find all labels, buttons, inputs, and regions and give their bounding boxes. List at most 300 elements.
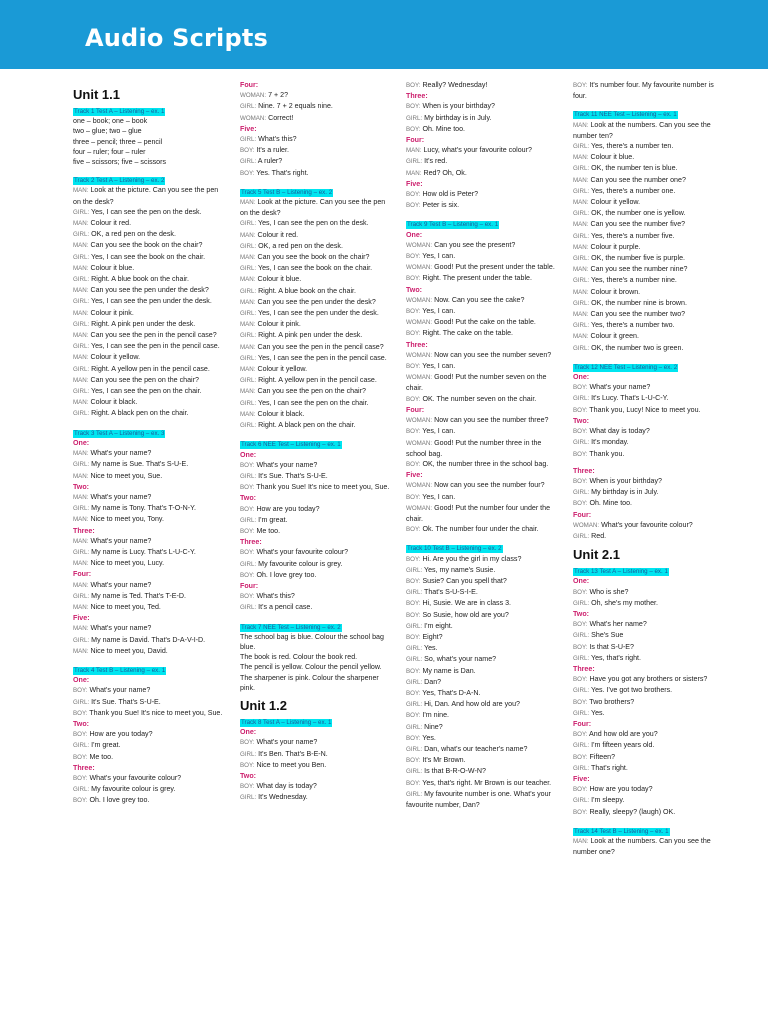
script-text: Eight? [422, 632, 443, 641]
track-label: Track 9 Test B – Listening – ex. 1 [407, 221, 499, 229]
script-text: Really? Wednesday! [422, 81, 488, 89]
script-line [573, 807, 723, 818]
script-line [240, 398, 390, 409]
item-number: Two: [573, 416, 590, 425]
script-line [73, 341, 223, 352]
script-text: Can you see the pen on the chair? [90, 375, 199, 384]
script-line [406, 744, 556, 755]
script-text: It's red. [424, 157, 448, 166]
script-text: Yes. I've got two brothers. [591, 686, 673, 695]
script-line [406, 587, 556, 598]
speaker-label: GIRL: [73, 698, 90, 706]
script-text: four – ruler; four – ruler [73, 147, 146, 156]
script-line [73, 375, 223, 386]
speaker-label: GIRL: [240, 287, 257, 295]
script-text: Have you got any brothers or sisters? [589, 675, 708, 684]
item-number: Two: [240, 771, 257, 780]
script-line [573, 752, 723, 763]
script-text: My name is David. That's D-A-V-I-D. [91, 635, 206, 644]
speaker-label: WOMAN: [406, 296, 433, 304]
track-label-row [73, 426, 223, 438]
speaker-label: BOY: [406, 202, 421, 210]
script-text: What's your name? [256, 460, 318, 469]
column-3 [406, 80, 556, 810]
speaker-label: GIRL: [573, 255, 590, 263]
script-line [73, 547, 223, 558]
script-text: Yes, there's a number one. [591, 186, 676, 195]
script-text: Can you see the pen on the chair? [257, 387, 366, 396]
script-text: How are you today? [256, 504, 320, 513]
script-text: Red? Oh, Ok. [423, 168, 467, 177]
speaker-label: GIRL: [573, 687, 590, 695]
script-text: The school bag is blue. Colour the school bag blue. [240, 632, 386, 651]
speaker-label: GIRL: [240, 103, 257, 111]
speaker-label: WOMAN: [406, 319, 433, 327]
speaker-label: GIRL: [240, 265, 257, 273]
script-line [73, 558, 223, 569]
track-label-row [240, 437, 390, 449]
script-line [73, 240, 223, 251]
item-number: Four: [573, 719, 592, 728]
track-label: Track 12 NEE Test – Listening – ex. 2 [574, 363, 678, 371]
script-text: Yes, that's right. Mr Brown is our teacher. [422, 778, 552, 787]
unit-heading: Unit 2.1 [573, 547, 620, 563]
speaker-label: GIRL: [573, 277, 590, 285]
script-text: Can you see the pen in the pencil case? [90, 331, 217, 340]
speaker-label: MAN: [573, 243, 589, 251]
script-line [240, 168, 390, 179]
speaker-label: BOY: [573, 621, 588, 629]
script-line [73, 514, 223, 525]
script-line [406, 168, 556, 179]
script-text: Right. A yellow pen in the pencil case. [258, 376, 377, 385]
track-label: Track 2 Test A – Listening – ex. 2 [74, 177, 165, 185]
speaker-label: BOY: [73, 797, 88, 805]
script-text: It's a ruler. [256, 146, 289, 155]
track-label: Track 6 NEE Test – Listening – ex. 1 [241, 441, 341, 449]
speaker-label: WOMAN: [406, 482, 433, 490]
speaker-label: MAN: [73, 242, 89, 250]
script-text: Yes, I can see the pen on the chair. [258, 398, 369, 407]
script-text: Oh. I love grey too. [89, 796, 150, 805]
script-line [240, 515, 390, 526]
track-label: Track 1 Test A – Listening – ex. 1 [74, 108, 165, 115]
script-text: Yes, I can see the book on the chair. [91, 252, 206, 261]
script-text: Yes, I can. [422, 307, 456, 316]
speaker-label: GIRL: [406, 566, 423, 574]
script-text: OK, the number two is green. [591, 343, 684, 352]
speaker-label: GIRL: [573, 143, 590, 151]
speaker-label: BOY: [406, 577, 421, 585]
script-line [240, 263, 390, 274]
script-text: Yes, I can. [422, 252, 456, 261]
track-label-row [73, 104, 223, 116]
speaker-label: GIRL: [73, 786, 90, 794]
script-line [240, 286, 390, 297]
script-text: So Susie, how old are you? [422, 610, 509, 619]
script-text: My favourite colour is grey. [258, 559, 343, 568]
script-text: Yes, I can see the pen in the pencil case. [258, 353, 387, 362]
speaker-label: BOY: [406, 275, 421, 283]
script-text: Dan, what's our teacher's name? [424, 744, 528, 753]
script-text: My name is Tony. That's T-O-N-Y. [91, 504, 196, 513]
speaker-label: GIRL: [73, 636, 90, 644]
speaker-label: GIRL: [240, 794, 257, 802]
speaker-label: BOY: [406, 779, 421, 787]
script-line [573, 729, 723, 740]
header-banner [0, 0, 768, 69]
script-line [73, 185, 223, 206]
speaker-label: MAN: [573, 266, 589, 274]
speaker-label: GIRL: [573, 344, 590, 352]
script-text: Right. A black pen on the chair. [91, 409, 189, 418]
script-line [73, 471, 223, 482]
speaker-label: MAN: [73, 516, 89, 524]
script-text: Can you see the pen in the pencil case? [257, 342, 384, 351]
script-line [73, 580, 223, 591]
speaker-label: GIRL: [573, 797, 590, 805]
script-text: Who is she? [589, 587, 629, 596]
script-line [406, 766, 556, 777]
script-line [73, 492, 223, 503]
script-text: Good! Put the cake on the table. [434, 318, 536, 327]
speaker-label: GIRL: [573, 489, 590, 497]
script-line [573, 520, 723, 531]
script-text: Yes, there's a number two. [591, 321, 675, 330]
script-line [573, 253, 723, 264]
script-line [573, 320, 723, 331]
script-line [240, 781, 390, 792]
speaker-label: GIRL: [573, 210, 590, 218]
script-line [240, 460, 390, 471]
script-line [406, 306, 556, 317]
script-line [573, 275, 723, 286]
script-line [573, 382, 723, 393]
speaker-label: MAN: [73, 287, 89, 295]
script-text: It's a pencil case. [258, 603, 313, 612]
script-line [406, 576, 556, 587]
script-text: It's Sue. That's S-U-E. [91, 697, 161, 706]
script-line [406, 677, 556, 688]
speaker-label: BOY: [406, 191, 421, 199]
speaker-label: MAN: [73, 493, 89, 501]
script-text: So, what's your name? [424, 655, 497, 664]
track-label: Track 14 Test B – Listening – ex. 1 [574, 827, 669, 835]
script-line [73, 591, 223, 602]
speaker-label: BOY: [573, 450, 588, 458]
speaker-label: GIRL: [406, 622, 423, 630]
speaker-label: GIRL: [573, 232, 590, 240]
script-text: What's your name? [90, 449, 152, 458]
script-line [406, 688, 556, 699]
script-text: Yes, my name's Susie. [424, 565, 496, 574]
script-line [406, 722, 556, 733]
script-line [240, 330, 390, 341]
script-line [73, 116, 223, 126]
script-line [573, 836, 723, 857]
script-text: Colour it pink. [257, 320, 301, 329]
script-text: What's your favourite colour? [256, 548, 349, 557]
script-text: What's your name? [90, 492, 152, 501]
script-line [73, 397, 223, 408]
item-number: Four: [406, 136, 425, 145]
speaker-label: BOY: [406, 330, 421, 338]
script-line [240, 156, 390, 167]
speaker-label: MAN: [73, 354, 89, 362]
speaker-label: MAN: [73, 332, 89, 340]
script-line [406, 317, 556, 328]
script-text: Now. Can you see the cake? [434, 295, 525, 304]
script-line [240, 252, 390, 263]
script-line [406, 459, 556, 470]
speaker-label: GIRL: [73, 388, 90, 396]
script-line [240, 319, 390, 330]
speaker-label: BOY: [406, 428, 421, 436]
script-line [573, 405, 723, 416]
track-label-row [573, 107, 723, 119]
script-line [240, 570, 390, 581]
script-text: What day is today? [256, 782, 317, 791]
script-text: It's Sue. That's S-U-E. [258, 471, 328, 480]
script-text: I'm eight. [424, 621, 453, 630]
speaker-label: GIRL: [240, 354, 257, 362]
script-line [73, 274, 223, 285]
script-text: Yes, I can. [422, 427, 456, 436]
script-line [573, 630, 723, 641]
speaker-label: MAN: [573, 199, 589, 207]
script-text: Right. The present under the table. [422, 274, 532, 283]
script-line [573, 141, 723, 152]
speaker-label: WOMAN: [406, 351, 433, 359]
item-number: Three: [240, 538, 262, 547]
script-text: Can you see the book on the chair? [90, 241, 203, 250]
script-line [406, 361, 556, 372]
speaker-label: BOY: [406, 103, 421, 111]
script-text: Thank you. [589, 449, 625, 458]
script-line [240, 353, 390, 364]
speaker-label: MAN: [240, 343, 256, 351]
script-line [573, 487, 723, 498]
speaker-label: MAN: [73, 264, 89, 272]
speaker-label: GIRL: [73, 231, 90, 239]
speaker-label: GIRL: [573, 632, 590, 640]
script-line [406, 480, 556, 491]
script-line [573, 186, 723, 197]
script-text: Good! Put the number three in the school bag. [406, 438, 544, 458]
script-line [240, 134, 390, 145]
script-text: OK, the number ten is blue. [591, 164, 678, 173]
script-line [406, 524, 556, 535]
script-text: Right. The cake on the table. [422, 329, 514, 338]
speaker-label: BOY: [406, 460, 421, 468]
speaker-label: GIRL: [73, 276, 90, 284]
script-line [573, 175, 723, 186]
script-line [73, 218, 223, 229]
script-line [73, 126, 223, 136]
script-text: Yes. That's right. [256, 168, 309, 177]
script-line [573, 708, 723, 719]
item-number: Five: [240, 124, 257, 133]
speaker-label: GIRL: [573, 299, 590, 307]
script-line [573, 287, 723, 298]
speaker-label: BOY: [240, 169, 255, 177]
script-text: What's your name? [589, 383, 651, 392]
script-line [573, 152, 723, 163]
item-number: Three: [573, 664, 595, 673]
item-number: Two: [73, 719, 90, 728]
speaker-label: GIRL: [73, 298, 90, 306]
item-number: Two: [73, 482, 90, 491]
speaker-label: BOY: [573, 731, 588, 739]
speaker-label: BOY: [573, 643, 588, 651]
speaker-label: MAN: [240, 410, 256, 418]
speaker-label: GIRL: [73, 343, 90, 351]
script-line [240, 760, 390, 771]
speaker-label: WOMAN: [240, 92, 267, 100]
item-number: Three: [573, 466, 595, 475]
speaker-label: BOY: [573, 500, 588, 508]
script-text: Can you see the number one? [590, 175, 686, 184]
script-text: The sharpener is pink. Colour the sharpener pink. [240, 673, 381, 692]
script-line [240, 591, 390, 602]
speaker-label: GIRL: [406, 645, 423, 653]
item-number: Five: [573, 774, 590, 783]
speaker-label: GIRL: [406, 723, 423, 731]
speaker-label: GIRL: [240, 604, 257, 612]
script-text: Susie? Can you spell that? [422, 576, 507, 585]
script-line [573, 242, 723, 253]
script-text: Yes, I can see the pen under the desk. [258, 309, 379, 318]
script-line [573, 763, 723, 774]
track-label-row [73, 173, 223, 185]
script-line [73, 448, 223, 459]
script-text: She's Sue [591, 631, 624, 640]
script-text: My birthday is in July. [424, 113, 492, 122]
speaker-label: WOMAN: [406, 504, 433, 512]
script-text: It's monday. [591, 438, 629, 447]
script-line [406, 503, 556, 524]
speaker-label: BOY: [240, 549, 255, 557]
speaker-label: MAN: [573, 121, 589, 129]
script-line [240, 547, 390, 558]
script-line [73, 536, 223, 547]
script-text: Can you see the present? [434, 240, 516, 249]
script-text: Yes, I can. [422, 492, 456, 501]
script-line [573, 642, 723, 653]
script-line [240, 342, 390, 353]
speaker-label: MAN: [573, 838, 589, 845]
speaker-label: BOY: [406, 493, 421, 501]
script-text: My name is Ted. That's T-E-D. [91, 591, 186, 600]
script-text: Colour it brown. [590, 287, 641, 296]
speaker-label: BOY: [73, 774, 88, 782]
script-line [240, 308, 390, 319]
script-line [406, 598, 556, 609]
script-text: three – pencil; three – pencil [73, 137, 163, 146]
script-text: Ok. The number four under the chair. [422, 525, 539, 534]
script-line [240, 632, 390, 652]
script-line [406, 372, 556, 393]
speaker-label: BOY: [240, 761, 255, 769]
script-line [240, 241, 390, 252]
script-text: Nice to meet you, Ted. [90, 602, 161, 611]
speaker-label: MAN: [73, 309, 89, 317]
script-line [240, 274, 390, 285]
script-text: Yes, I can see the pen on the desk. [91, 207, 202, 216]
speaker-label: GIRL: [240, 560, 257, 568]
script-text: I'm sleepy. [591, 796, 625, 805]
script-text: OK, the number five is purple. [591, 254, 685, 263]
speaker-label: BOY: [406, 395, 421, 403]
item-number: Three: [73, 526, 95, 535]
script-text: Yes, I can see the pen in the pencil case. [91, 342, 220, 351]
script-text: The pencil is yellow. Colour the pencil yellow. [240, 663, 382, 672]
script-line [240, 101, 390, 112]
script-line [573, 795, 723, 806]
script-text: That's S-U-S-I-E. [424, 588, 478, 597]
script-line [73, 263, 223, 274]
script-text: Me too. [256, 526, 281, 535]
script-line [240, 526, 390, 537]
script-line [406, 554, 556, 565]
speaker-label: GIRL: [240, 377, 257, 385]
script-text: Can you see the number two? [590, 310, 686, 319]
script-text: Colour it green. [590, 332, 639, 341]
script-text: What's her name? [589, 620, 647, 629]
speaker-label: BOY: [73, 753, 88, 761]
item-number: One: [240, 728, 257, 737]
script-text: Red. [591, 531, 607, 540]
script-text: I'm great. [91, 741, 121, 750]
script-text: What's your name? [256, 738, 318, 747]
script-line [406, 426, 556, 437]
speaker-label: BOY: [406, 611, 421, 619]
script-text: Right. A blue book on the chair. [258, 286, 356, 295]
speaker-label: WOMAN: [573, 521, 600, 529]
speaker-label: GIRL: [240, 332, 257, 340]
speaker-label: MAN: [573, 176, 589, 184]
script-line [406, 610, 556, 621]
script-text: My name is Dan. [422, 666, 476, 675]
script-text: Fifteen? [589, 752, 616, 761]
speaker-label: GIRL: [406, 678, 423, 686]
script-line [406, 145, 556, 156]
speaker-label: MAN: [573, 311, 589, 319]
script-text: Dan? [424, 677, 442, 686]
script-line [406, 240, 556, 251]
script-line [73, 137, 223, 147]
script-line [406, 789, 556, 810]
script-line [73, 364, 223, 375]
script-text: My favourite colour is grey. [91, 785, 176, 794]
speaker-label: MAN: [406, 147, 422, 155]
speaker-label: BOY: [573, 406, 588, 414]
speaker-label: BOY: [240, 147, 255, 155]
script-text: The book is red. Colour the book red. [240, 653, 358, 662]
script-line [406, 80, 556, 91]
speaker-label: WOMAN: [406, 417, 433, 425]
speaker-label: BOY: [406, 689, 421, 697]
speaker-label: BOY: [406, 633, 421, 641]
speaker-label: BOY: [573, 384, 588, 392]
script-text: When is your birthday? [589, 476, 662, 485]
script-text: Nine? [424, 722, 443, 731]
script-line [73, 635, 223, 646]
speaker-label: GIRL: [73, 592, 90, 600]
script-text: Oh. Mine too. [422, 124, 466, 133]
speaker-label: BOY: [573, 786, 588, 794]
script-text: What's your favourite colour? [89, 773, 182, 782]
